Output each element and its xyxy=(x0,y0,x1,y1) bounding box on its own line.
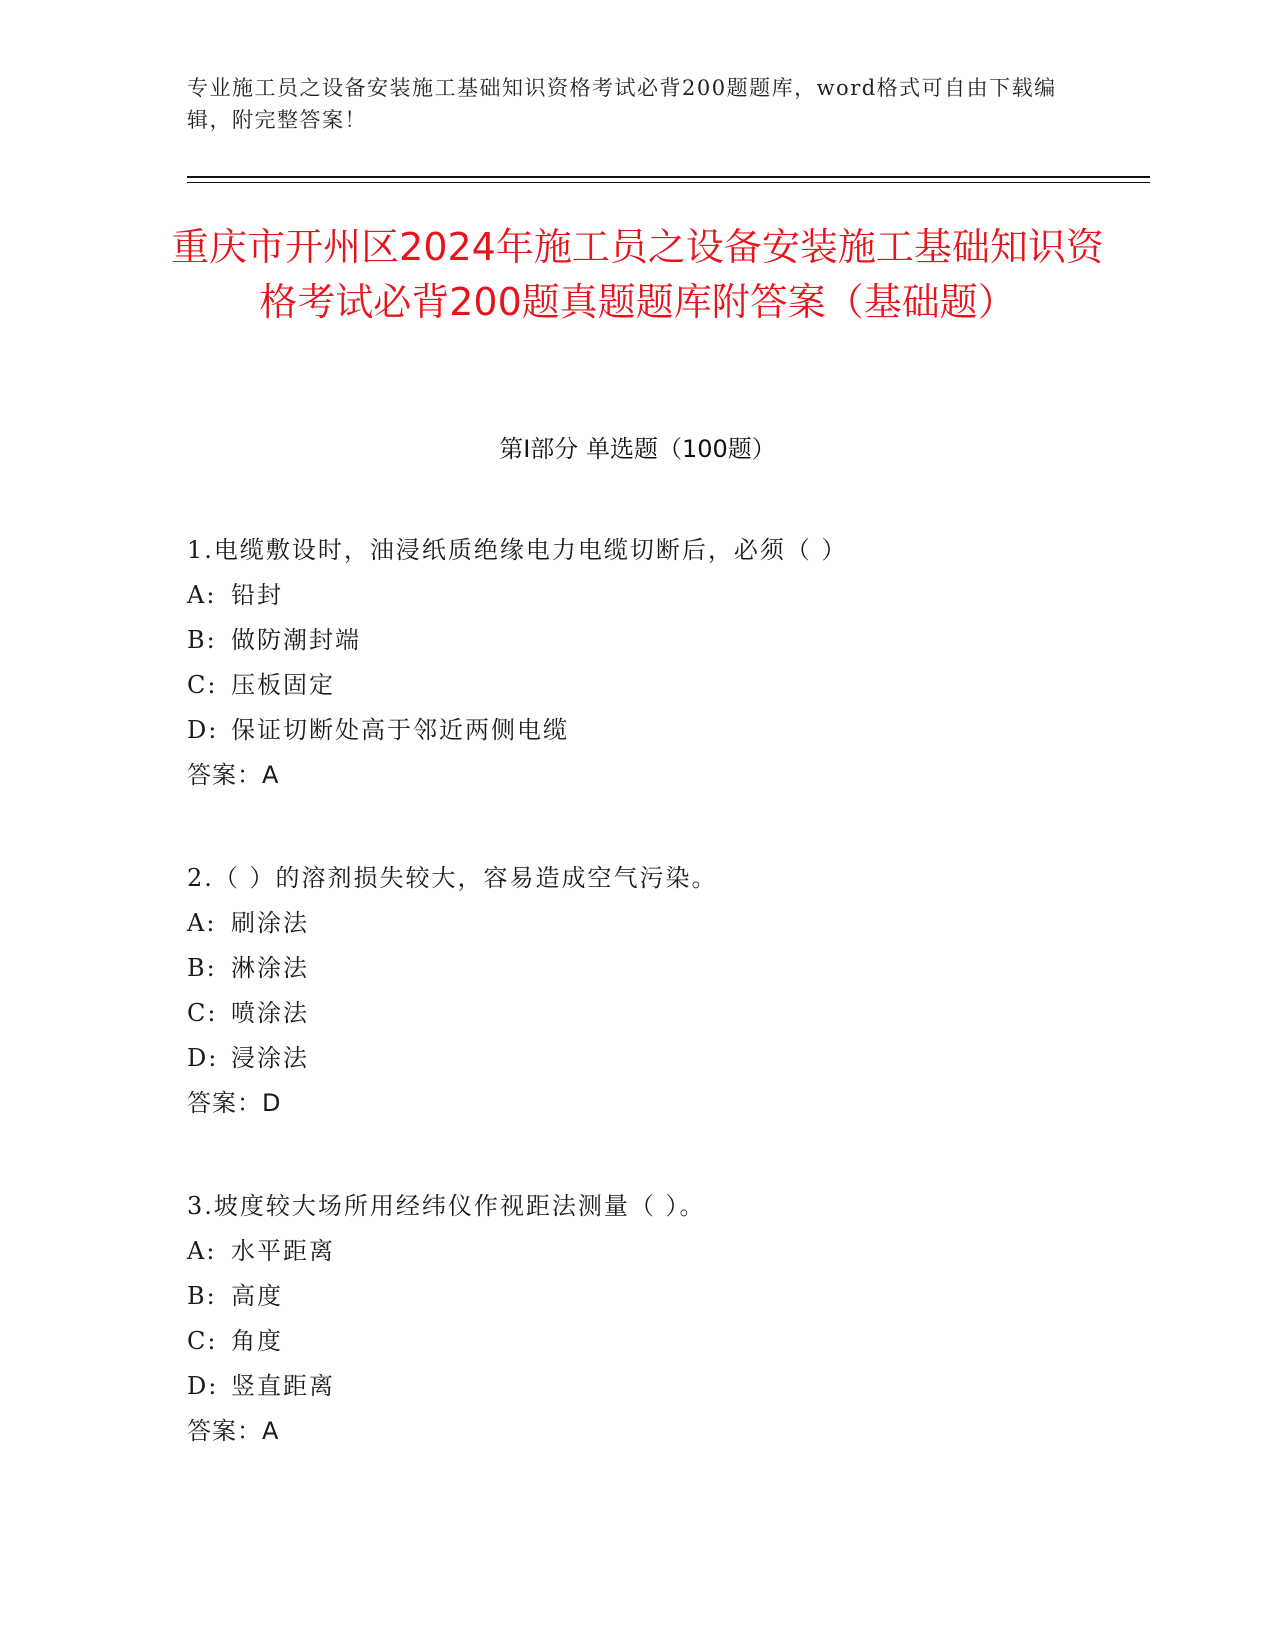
question-option-a xyxy=(187,1229,1147,1274)
option-key: C: xyxy=(187,1327,218,1355)
option-key: B: xyxy=(187,626,217,654)
question-list xyxy=(187,528,1147,1512)
question-option-c xyxy=(187,1319,1147,1364)
option-key: A: xyxy=(187,581,217,609)
option-text: 角度 xyxy=(231,1327,283,1355)
option-text: 做防潮封端 xyxy=(231,626,361,654)
question-option-a xyxy=(187,901,1147,946)
document-title: 重庆市开州区2024年施工员之设备安装施工基础知识资格考试必背200题真题题库附答案（基础题） xyxy=(171,225,1104,324)
option-text: 水平距离 xyxy=(231,1237,335,1265)
question-option-d xyxy=(187,708,1147,753)
header-rule-thick xyxy=(187,176,1150,178)
question-answer: 答案：D xyxy=(187,1089,282,1117)
option-key: D: xyxy=(187,1372,219,1400)
question-3 xyxy=(187,1184,1147,1454)
option-text: 高度 xyxy=(231,1282,283,1310)
header-rule-thin xyxy=(187,182,1150,183)
option-text: 竖直距离 xyxy=(231,1372,335,1400)
option-text: 铅封 xyxy=(231,581,283,609)
option-key: D: xyxy=(187,1044,219,1072)
question-option-b xyxy=(187,1274,1147,1319)
question-option-d xyxy=(187,1364,1147,1409)
option-key: C: xyxy=(187,999,218,1027)
option-text: 压板固定 xyxy=(231,671,335,699)
option-key: A: xyxy=(187,909,217,937)
question-option-c xyxy=(187,991,1147,1036)
option-key: A: xyxy=(187,1237,217,1265)
header-note: 专业施工员之设备安装施工基础知识资格考试必背200题题库，word格式可自由下载编辑，附完整答案！ xyxy=(187,76,1057,132)
option-text: 保证切断处高于邻近两侧电缆 xyxy=(231,716,569,744)
question-answer: 答案：A xyxy=(187,761,280,789)
question-option-d xyxy=(187,1036,1147,1081)
option-text: 喷涂法 xyxy=(231,999,309,1027)
section-title: 第I部分 单选题（100题） xyxy=(499,435,776,463)
option-text: 淋涂法 xyxy=(231,954,309,982)
question-stem: 1.电缆敷设时，油浸纸质绝缘电力电缆切断后，必须（ ） xyxy=(187,536,848,564)
option-text: 浸涂法 xyxy=(231,1044,309,1072)
option-key: C: xyxy=(187,671,218,699)
question-option-b xyxy=(187,946,1147,991)
question-option-c xyxy=(187,663,1147,708)
question-option-a xyxy=(187,573,1147,618)
question-option-b xyxy=(187,618,1147,663)
question-stem: 2.（ ）的溶剂损失较大，容易造成空气污染。 xyxy=(187,864,718,892)
question-stem: 3.坡度较大场所用经纬仪作视距法测量（ ）。 xyxy=(187,1192,706,1220)
question-2 xyxy=(187,856,1147,1126)
option-key: B: xyxy=(187,1282,217,1310)
question-answer: 答案：A xyxy=(187,1417,280,1445)
option-key: B: xyxy=(187,954,217,982)
option-key: D: xyxy=(187,716,219,744)
option-text: 刷涂法 xyxy=(231,909,309,937)
question-1 xyxy=(187,528,1147,798)
